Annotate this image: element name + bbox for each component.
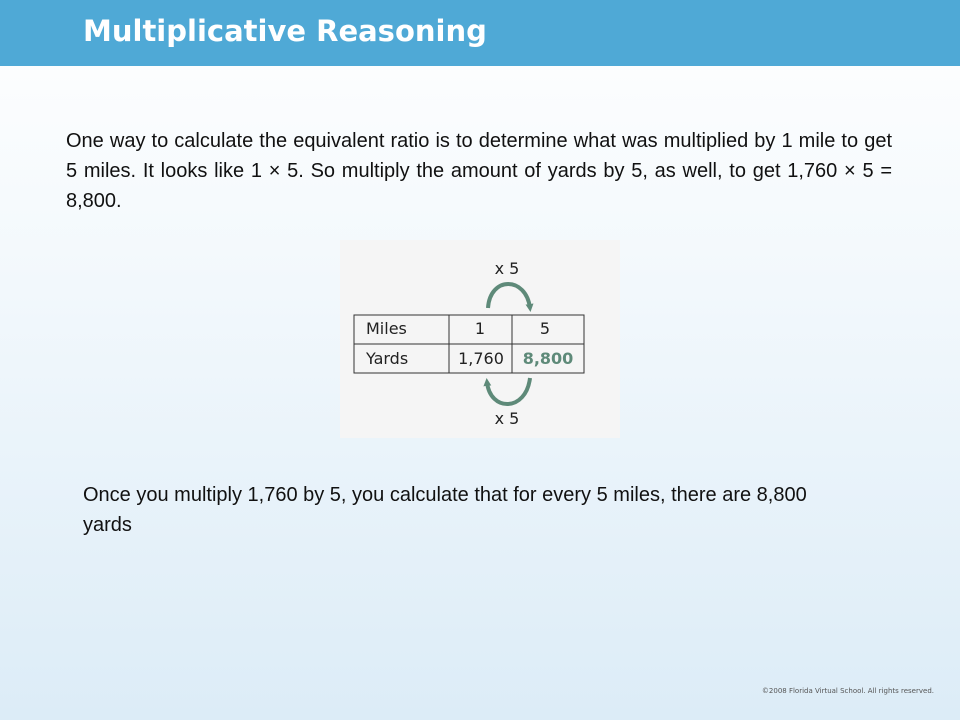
ratio-table-figure: [340, 240, 620, 438]
miles-value-1: 1: [474, 319, 486, 338]
page-title: Multiplicative Reasoning: [83, 14, 487, 48]
top-multiplier-label: x 5: [494, 259, 520, 278]
row-label-miles: Miles: [366, 319, 407, 338]
yards-value-8800-highlight: 8,800: [522, 349, 574, 368]
explanation-paragraph: One way to calculate the equivalent ratio is to determine what was multiplied by 1 mile to get 5 miles. It looks like 1 × 5. So multiply the amount of yards by 5, as well, to get 1,760 × 5 = 8,800.: [66, 130, 892, 212]
title-bar: [0, 0, 960, 66]
yards-value-1760: 1,760: [458, 349, 504, 368]
row-label-yards: Yards: [366, 349, 409, 368]
ratio-diagram: [340, 240, 620, 438]
top-curved-arrow-icon: [488, 284, 530, 308]
bottom-multiplier-label: x 5: [494, 409, 520, 428]
copyright-notice: ©2008 Florida Virtual School. All rights reserved.: [761, 687, 934, 695]
miles-value-5: 5: [539, 319, 551, 338]
conclusion-paragraph: Once you multiply 1,760 by 5, you calculate that for every 5 miles, there are 8,800 yards: [83, 484, 807, 536]
bottom-curved-arrow-icon: [487, 378, 530, 404]
